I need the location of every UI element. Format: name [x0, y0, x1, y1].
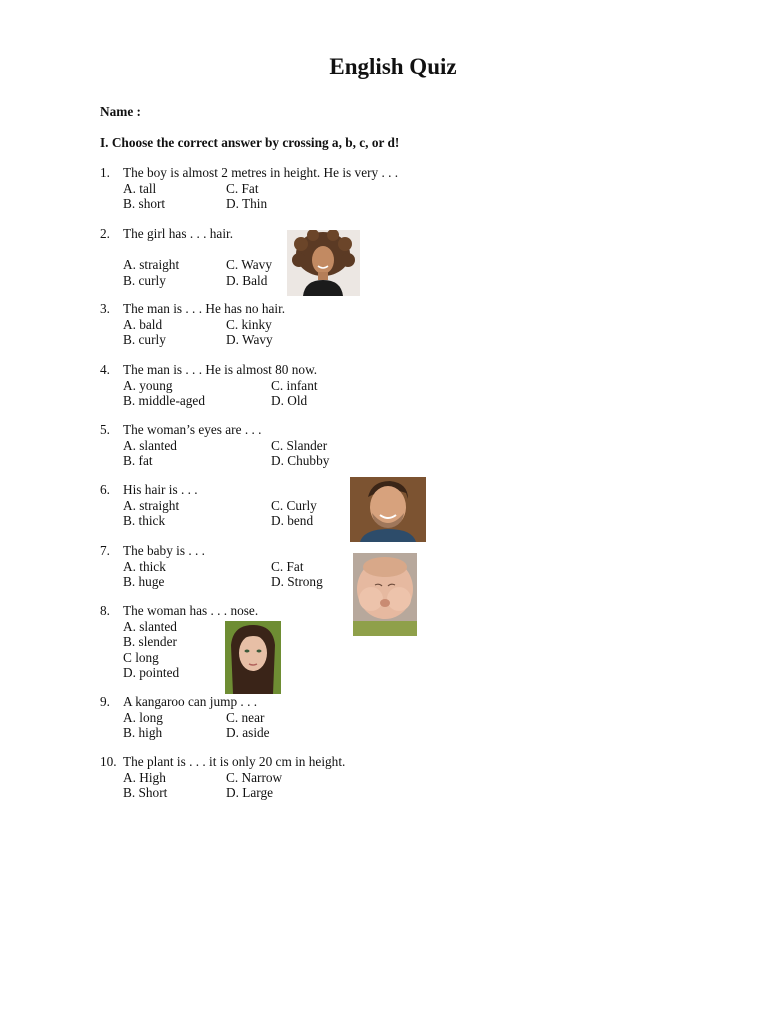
option-b: B. short — [123, 196, 166, 211]
option-d: D. aside — [226, 725, 270, 740]
option-a: A. tall — [123, 180, 157, 196]
option-c: C. Wavy — [226, 257, 272, 272]
question-1 — [100, 165, 460, 212]
question-text: The girl has . . . hair. — [123, 226, 234, 241]
option-b: B. thick — [123, 513, 166, 528]
option-b: B. high — [123, 725, 163, 740]
option-d: D. Chubby — [271, 453, 330, 468]
option-d: D. Large — [226, 785, 274, 800]
option-c: C. Curly — [271, 497, 317, 513]
question-4 — [100, 362, 460, 409]
question-10 — [100, 754, 460, 801]
option-b: B. curly — [123, 272, 166, 288]
question-text: The baby is . . . — [123, 543, 205, 558]
option-b: B. middle-aged — [123, 393, 205, 408]
question-text: The boy is almost 2 metres in height. He is very . . . — [123, 165, 399, 180]
option-c: C. Slander — [271, 437, 328, 453]
question-text: His hair is . . . — [123, 482, 198, 497]
option-b: B. huge — [123, 574, 165, 589]
question-2 — [100, 226, 460, 288]
question-9 — [100, 694, 460, 741]
option-c: C. Fat — [271, 558, 304, 574]
chubby-baby-photo — [353, 553, 417, 636]
question-text: The man is . . . He has no hair. — [123, 301, 286, 316]
option-d: D. Old — [271, 393, 308, 408]
question-number: 2. — [100, 226, 110, 241]
option-a: A. slanted — [123, 618, 177, 634]
question-text: A kangaroo can jump . . . — [123, 694, 258, 709]
quiz-title: English Quiz — [329, 54, 457, 79]
question-number: 7. — [100, 543, 110, 558]
question-number: 3. — [100, 301, 110, 316]
curly-haired-woman-photo — [287, 230, 360, 296]
question-text: The man is . . . He is almost 80 now. — [123, 362, 318, 377]
option-c: C. Fat — [226, 180, 259, 196]
question-number: 6. — [100, 482, 110, 497]
question-text: The plant is . . . it is only 20 cm in height. — [123, 754, 346, 769]
question-text: The woman has . . . nose. — [123, 603, 259, 618]
option-d: D. bend — [271, 513, 314, 528]
option-a: A. High — [123, 769, 166, 785]
smiling-man-photo — [350, 477, 426, 542]
question-number: 9. — [100, 694, 110, 709]
option-b: B. Short — [123, 785, 168, 800]
question-text: The woman’s eyes are . . . — [123, 422, 262, 437]
option-d: D. Strong — [271, 574, 323, 589]
option-c: C. near — [226, 709, 265, 725]
woman-portrait-photo — [225, 621, 281, 694]
option-c: C. Narrow — [226, 769, 283, 785]
option-d: D. Bald — [226, 272, 268, 288]
option-a: A. long — [123, 709, 163, 725]
option-a: A. straight — [123, 257, 180, 272]
option-b: B. slender — [123, 634, 177, 649]
option-a: A. slanted — [123, 437, 177, 453]
option-a: A. thick — [123, 558, 166, 574]
option-b: B. curly — [123, 332, 166, 347]
question-number: 8. — [100, 603, 110, 618]
question-number: 1. — [100, 165, 110, 180]
option-c: C. infant — [271, 377, 318, 393]
option-b: B. fat — [123, 453, 153, 468]
question-5 — [100, 422, 460, 469]
option-a: A. straight — [123, 497, 180, 513]
option-c: C long — [123, 649, 159, 665]
option-d: D. Thin — [226, 196, 268, 211]
question-3 — [100, 301, 460, 348]
question-number: 5. — [100, 422, 110, 437]
option-c: C. kinky — [226, 316, 272, 332]
instruction: I. Choose the correct answer by crossing a, b, c, or d! — [100, 135, 400, 150]
question-number: 4. — [100, 362, 110, 377]
question-number: 10. — [100, 754, 117, 769]
option-d: D. pointed — [123, 665, 180, 680]
name-label: Name : — [100, 104, 141, 119]
option-d: D. Wavy — [226, 332, 273, 347]
option-a: A. bald — [123, 316, 163, 332]
option-a: A. young — [123, 377, 173, 393]
